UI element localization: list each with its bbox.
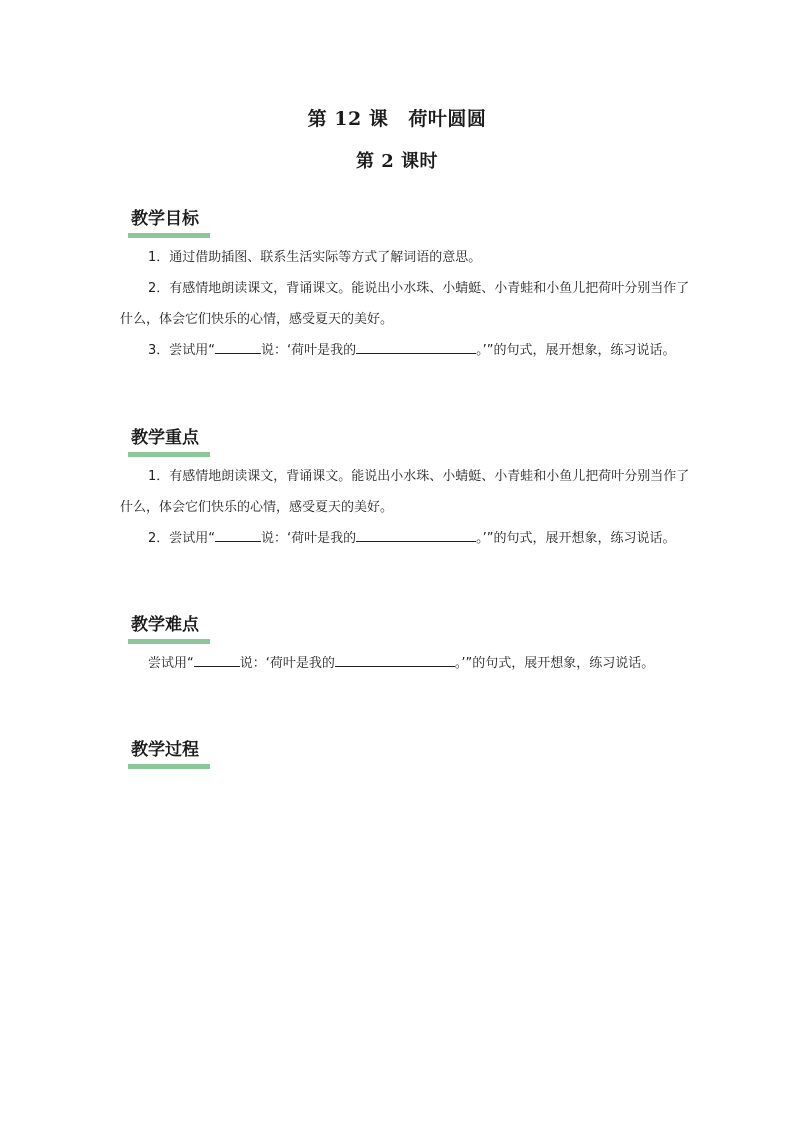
section-heading-key-points: 教学重点 [128, 423, 204, 451]
fill-blank [194, 654, 240, 667]
lesson-period: 第 2 课时 [355, 151, 439, 172]
difficulty-item: 尝试用“ 说：‘荷叶是我的 。’”的句式，展开想象，练习说话。 [148, 656, 655, 671]
section-heading-process: 教学过程 [128, 735, 204, 763]
key-point-item-1: 1．有感情地朗读课文，背诵课文。能说出小水珠、小蜻蜓、小青蛙和小鱼儿把荷叶分别当作了什么，体会它们快乐的心情，感受夏天的美好。 [120, 469, 690, 515]
fill-blank [215, 529, 261, 542]
lesson-number: 第 12 课 [307, 108, 389, 130]
lesson-title [0, 104, 794, 131]
goal-item-3: 3．尝试用“ 说：‘荷叶是我的 。’”的句式，展开想象，练习说话。 [148, 343, 676, 358]
section-heading-goals: 教学目标 [128, 204, 204, 232]
fill-blank [356, 341, 476, 354]
section-heading-difficulties: 教学难点 [128, 610, 204, 638]
fill-blank [356, 529, 476, 542]
key-point-item-2: 2．尝试用“ 说：‘荷叶是我的 。’”的句式，展开想象，练习说话。 [148, 531, 676, 546]
key-points-list [120, 461, 695, 554]
difficulties-text [120, 648, 695, 679]
goal-item-2: 2．有感情地朗读课文，背诵课文。能说出小水珠、小蜻蜓、小青蛙和小鱼儿把荷叶分别当作了什么，体会它们快乐的心情，感受夏天的美好。 [120, 281, 690, 327]
goal-item-1: 1．通过借助插图、联系生活实际等方式了解词语的意思。 [148, 250, 482, 265]
fill-blank [335, 654, 455, 667]
lesson-name: 荷叶圆圆 [408, 108, 487, 130]
fill-blank [215, 341, 261, 354]
goals-list [120, 242, 695, 366]
